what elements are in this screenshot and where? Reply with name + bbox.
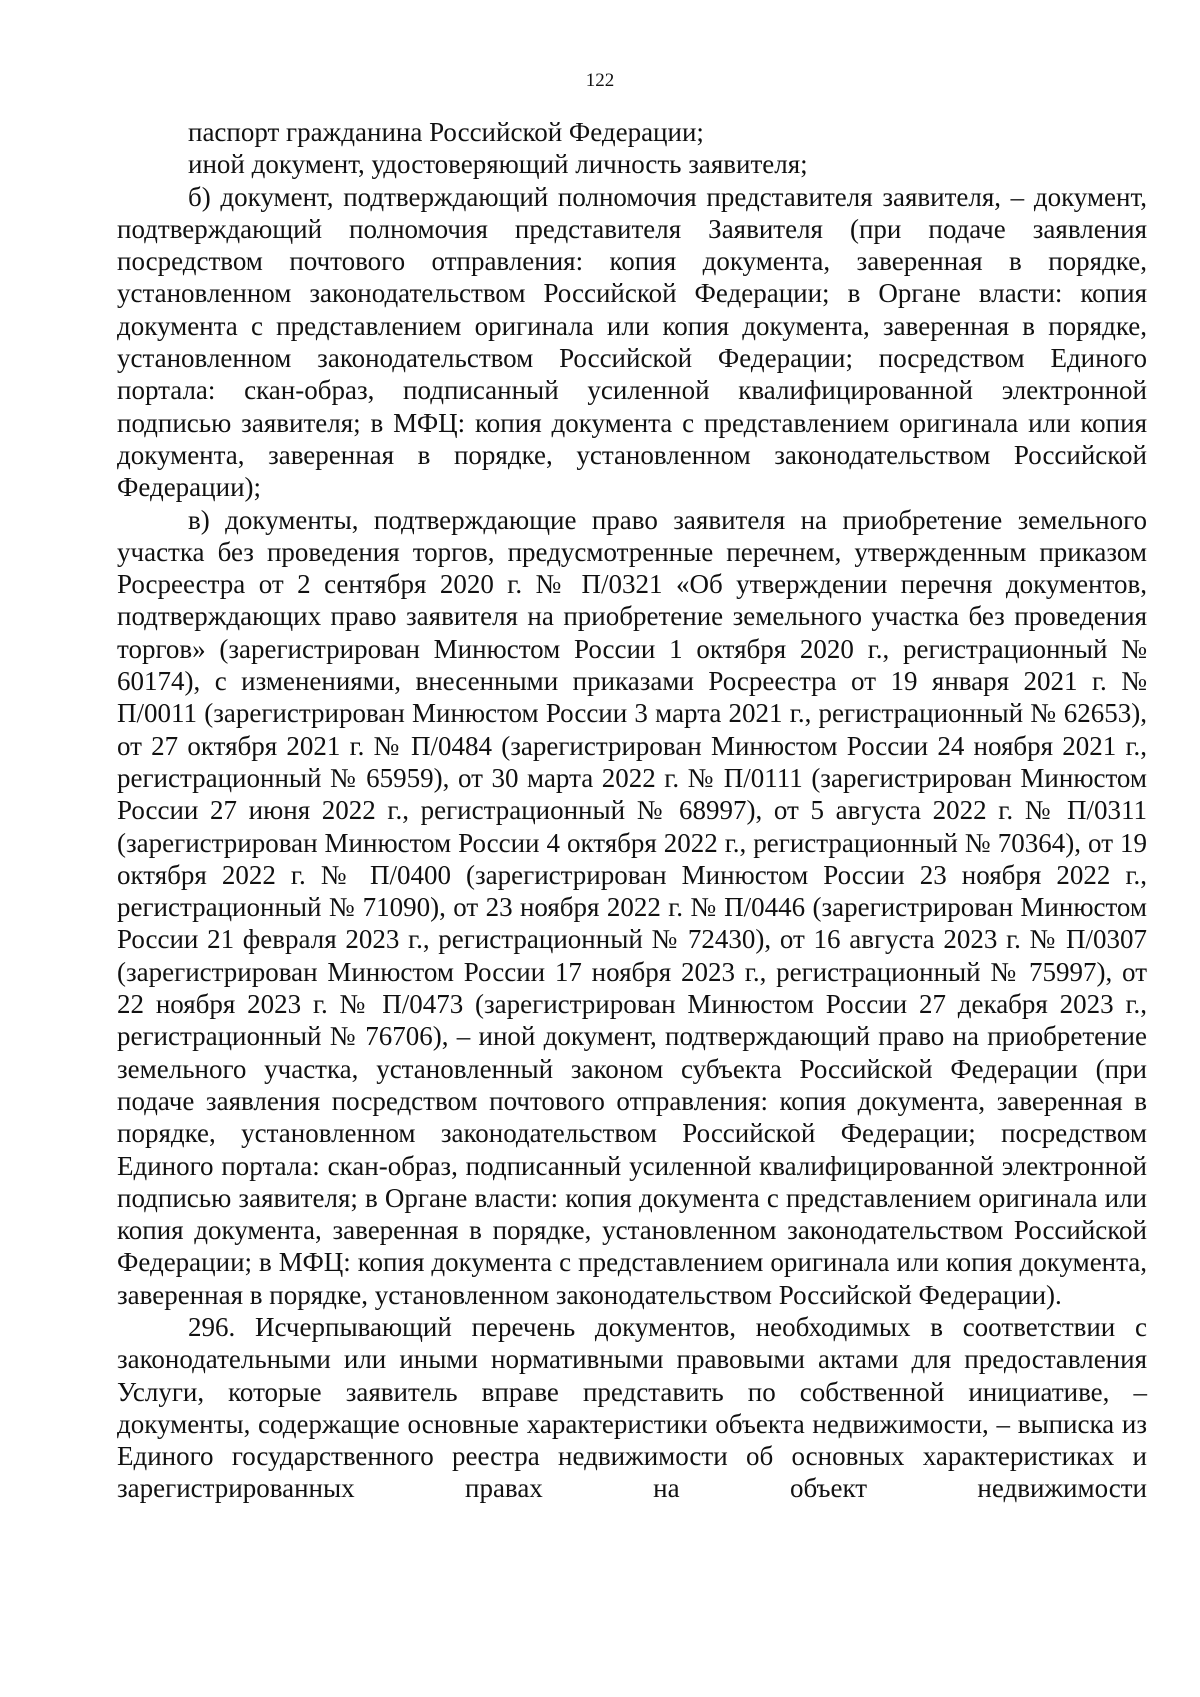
paragraph-other-id-document: иной документ, удостоверяющий личность заявителя; [188,149,808,180]
page-number: 122 [585,70,615,91]
paragraph-representative-authority: б) документ, подтверждающий полномочия представителя заявителя, – документ, подтверждающий полномочия представителя Заявителя (при подаче заявления посредством почтового отправления: копия документа, заверенная в порядке, установленном законодательством Российской Федерации; в Органе власти: копия документа с представлением оригинала или копия документа, заверенная в порядке, установленном законодательством Российской Федерации; посредством Единого портала: скан-образ, подписанный усиленной квалифицированной электронной подписью заявителя; в МФЦ: копия документа с представлением оригинала или копия документа, заверенная в порядке, установленном законодательством Российской Федерации); [117,181,1147,503]
paragraph-land-rights-documents: в) документы, подтверждающие право заявителя на приобретение земельного участка без проведения торгов, предусмотренные перечнем, утвержденным приказом Росреестра от 2 сентября 2020 г. № П/0321 «Об утверждении перечня документов, подтверждающих право заявителя на приобретение земельного участка без проведения торгов» (зарегистрирован Минюстом России 1 октября 2020 г., регистрационный № 60174), с изменениями, внесенными приказами Росреестра от 19 января 2021 г. № П/0011 (зарегистрирован Минюстом России 3 марта 2021 г., регистрационный № 62653), от 27 октября 2021 г. № П/0484 (зарегистрирован Минюстом России 24 ноября 2021 г., регистрационный № 65959), от 30 марта 2022 г. № П/0111 (зарегистрирован Минюстом России 27 июня 2022 г., регистрационный № 68997), от 5 августа 2022 г. № П/0311 (зарегистрирован Минюстом России 4 октября 2022 г., регистрационный № 70364), от 19 октября 2022 г. № П/0400 (зарегистрирован Минюстом России 23 ноября 2022 г., регистрационный № 71090), от 23 ноября 2022 г. № П/0446 (зарегистрирован Минюстом России 21 февраля 2023 г., регистрационный № 72430), от 16 августа 2023 г. № П/0307 (зарегистрирован Минюстом России 17 ноября 2023 г., регистрационный № 75997), от 22 ноября 2023 г. № П/0473 (зарегистрирован Минюстом России 27 декабря 2023 г., регистрационный № 76706), – иной документ, подтверждающий право на приобретение земельного участка, установленный законом субъекта Российской Федерации (при подаче заявления посредством почтового отправления: копия документа, заверенная в порядке, установленном законодательством Российской Федерации; посредством Единого портала: скан-образ, подписанный усиленной квалифицированной электронной подписью заявителя; в Органе власти: копия документа с представлением оригинала или копия документа, заверенная в порядке, установленном законодательством Российской Федерации; в МФЦ: копия документа с представлением оригинала или копия документа, заверенная в порядке, установленном законодательством Российской Федерации). [117,504,1147,1310]
paragraph-passport: паспорт гражданина Российской Федерации; [188,117,704,147]
paragraph-296-document-list: 296. Исчерпывающий перечень документов, необходимых в соответствии с законодательными или иными нормативными правовыми актами для предоставления Услуги, которые заявитель вправе представить по собственной инициативе, – документы, содержащие основные характеристики объекта недвижимости, – выписка из Единого государственного реестра недвижимости об основных характеристиках и зарегистрированных правах на объект недвижимости [117,1311,1147,1504]
document-body [117,116,1147,1505]
